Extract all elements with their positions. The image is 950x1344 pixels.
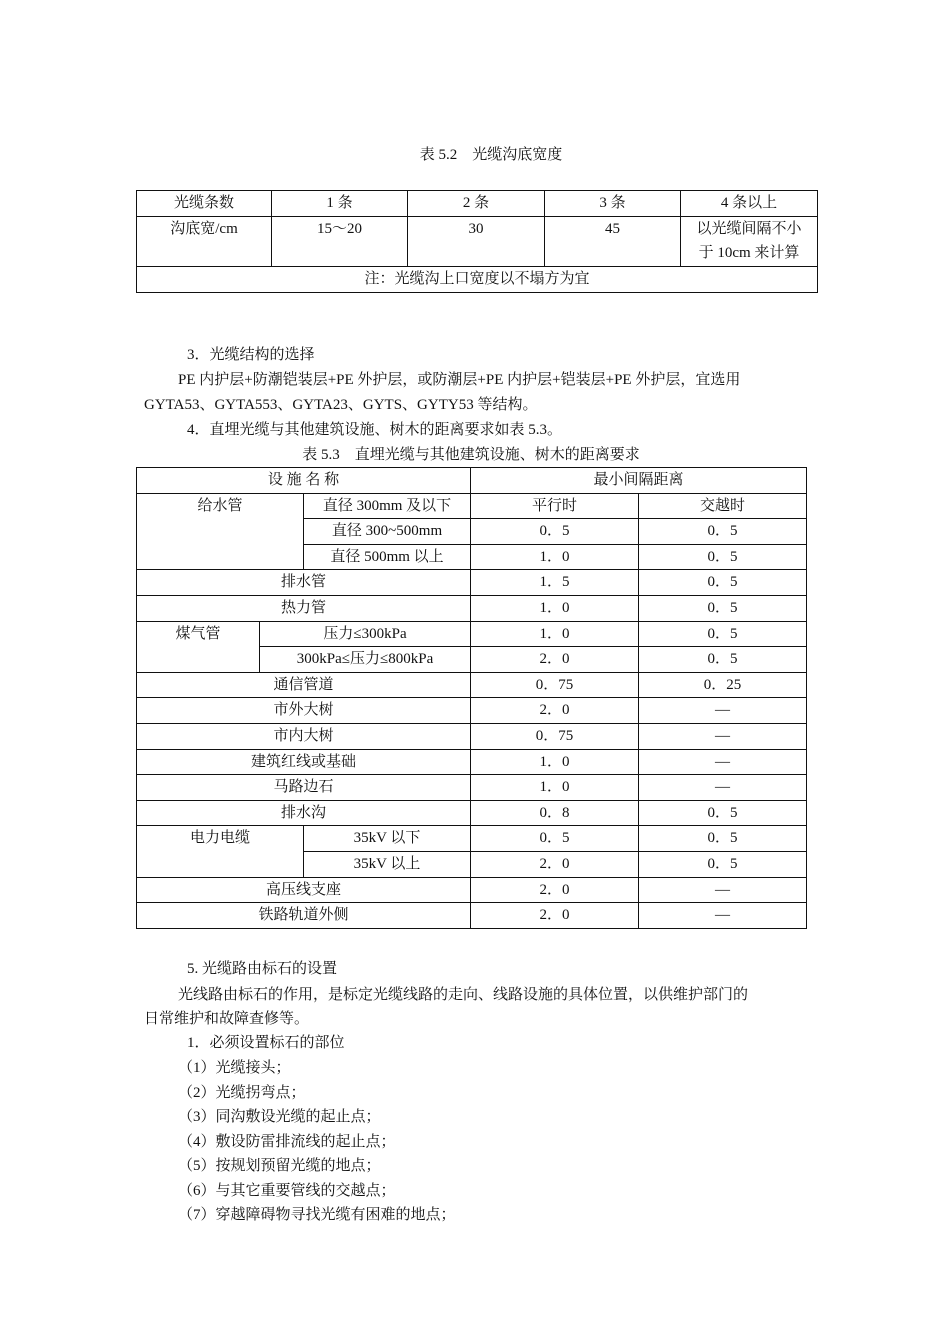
row-label: 高压线支座 bbox=[137, 877, 471, 903]
value-parallel: 0．8 bbox=[471, 800, 639, 826]
sub-label: 直径 300mm 及以下 bbox=[304, 493, 471, 519]
table-5-2-note-row bbox=[137, 267, 818, 293]
table-cell-multiline bbox=[681, 217, 818, 267]
value-parallel: 2．0 bbox=[471, 698, 639, 724]
value-cross: — bbox=[639, 775, 807, 801]
list-item: （7）穿越障碍物寻找光缆有困难的地点； bbox=[178, 1207, 456, 1223]
value-parallel: 2．0 bbox=[471, 903, 639, 929]
table-row bbox=[137, 903, 807, 929]
sub-label: 直径 300~500mm bbox=[304, 519, 471, 545]
table-cell: 30 bbox=[408, 217, 545, 267]
table-5-2-data-row bbox=[137, 217, 818, 267]
sub-label: 300kPa≤压力≤800kPa bbox=[260, 647, 471, 673]
value-parallel: 1．0 bbox=[471, 595, 639, 621]
table-cell: 3 条 bbox=[545, 191, 681, 217]
value-cross: — bbox=[639, 749, 807, 775]
value-cross: — bbox=[639, 877, 807, 903]
value-parallel: 1．0 bbox=[471, 775, 639, 801]
paragraph-line: 光线路由标石的作用，是标定光缆线路的走向、线路设施的具体位置，以供维护部门的 bbox=[178, 987, 749, 1003]
value-cross: 0．5 bbox=[639, 647, 807, 673]
list-item: （1）光缆接头； bbox=[178, 1060, 291, 1076]
item-4-text: 4．直埋光缆与其他建筑设施、树木的距离要求如表 5.3。 bbox=[187, 422, 563, 438]
cell-line: 于 10cm 来计算 bbox=[698, 245, 800, 261]
list-item: （6）与其它重要管线的交越点； bbox=[178, 1183, 396, 1199]
table-cell: 4 条以上 bbox=[681, 191, 818, 217]
row-label: 排水沟 bbox=[137, 800, 471, 826]
row-label: 电力电缆 bbox=[137, 826, 304, 877]
value-parallel: 1．0 bbox=[471, 621, 639, 647]
value-parallel: 2．0 bbox=[471, 851, 639, 877]
table-row bbox=[137, 877, 807, 903]
table-row bbox=[137, 723, 807, 749]
value-parallel: 0．5 bbox=[471, 519, 639, 545]
table-cell: 15～20 bbox=[272, 217, 408, 267]
table-cell: 光缆条数 bbox=[137, 191, 272, 217]
table-row bbox=[137, 698, 807, 724]
paragraph-line: GYTA53、GYTA553、GYTA23、GYTS、GYTY53 等结构。 bbox=[144, 397, 538, 413]
sub-label: 压力≤300kPa bbox=[260, 621, 471, 647]
paragraph-line: PE 内护层+防潮铠装层+PE 外护层，或防潮层+PE 内护层+铠装层+PE 外护层，宜选用 bbox=[178, 372, 741, 388]
list-item: （5）按规划预留光缆的地点； bbox=[178, 1158, 381, 1174]
subsection-title: 1．必须设置标石的部位 bbox=[187, 1035, 345, 1051]
value-parallel: 0．5 bbox=[471, 826, 639, 852]
sub-label: 直径 500mm 以上 bbox=[304, 544, 471, 570]
table-row bbox=[137, 493, 807, 519]
value-parallel: 1．5 bbox=[471, 570, 639, 596]
sub-label: 35kV 以上 bbox=[304, 851, 471, 877]
value-cross: 0．5 bbox=[639, 595, 807, 621]
row-label: 煤气管 bbox=[137, 621, 260, 672]
value-cross: 0．5 bbox=[639, 519, 807, 545]
list-item: （4）敷设防雷排流线的起止点； bbox=[178, 1134, 396, 1150]
table-5-3 bbox=[136, 467, 807, 929]
sub-label: 35kV 以下 bbox=[304, 826, 471, 852]
table-cell: 2 条 bbox=[408, 191, 545, 217]
row-label: 排水管 bbox=[137, 570, 471, 596]
table-cell: 沟底宽/cm bbox=[137, 217, 272, 267]
section-5-title: 5. 光缆路由标石的设置 bbox=[187, 961, 338, 977]
table-row bbox=[137, 595, 807, 621]
table-5-3-caption: 表 5.3 直埋光缆与其他建筑设施、树木的距离要求 bbox=[302, 447, 640, 463]
row-label: 建筑红线或基础 bbox=[137, 749, 471, 775]
section-3-title: 3．光缆结构的选择 bbox=[187, 347, 315, 363]
value-cross: — bbox=[639, 698, 807, 724]
table-cell: 1 条 bbox=[272, 191, 408, 217]
row-label: 通信管道 bbox=[137, 672, 471, 698]
row-label: 马路边石 bbox=[137, 775, 471, 801]
value-cross: 0．25 bbox=[639, 672, 807, 698]
table-row bbox=[137, 570, 807, 596]
value-cross: — bbox=[639, 903, 807, 929]
value-cross: 0．5 bbox=[639, 851, 807, 877]
header-cross: 交越时 bbox=[639, 493, 807, 519]
value-parallel: 2．0 bbox=[471, 647, 639, 673]
value-parallel: 0．75 bbox=[471, 723, 639, 749]
value-parallel: 0．75 bbox=[471, 672, 639, 698]
value-cross: 0．5 bbox=[639, 570, 807, 596]
paragraph-line: 日常维护和故障查修等。 bbox=[144, 1011, 310, 1027]
header-parallel: 平行时 bbox=[471, 493, 639, 519]
cell-line: 以光缆间隔不小 bbox=[696, 221, 802, 237]
table-row bbox=[137, 672, 807, 698]
header-facility: 设 施 名 称 bbox=[137, 468, 471, 494]
row-label: 热力管 bbox=[137, 595, 471, 621]
row-label: 给水管 bbox=[137, 493, 304, 570]
value-parallel: 1．0 bbox=[471, 544, 639, 570]
value-cross: 0．5 bbox=[639, 544, 807, 570]
header-min-distance: 最小间隔距离 bbox=[471, 468, 807, 494]
row-label: 铁路轨道外侧 bbox=[137, 903, 471, 929]
table-row bbox=[137, 800, 807, 826]
table-row bbox=[137, 749, 807, 775]
value-cross: 0．5 bbox=[639, 800, 807, 826]
table-cell: 45 bbox=[545, 217, 681, 267]
table-5-2-header-row bbox=[137, 191, 818, 217]
table-note: 注：光缆沟上口宽度以不塌方为宜 bbox=[137, 267, 818, 293]
value-cross: — bbox=[639, 723, 807, 749]
value-parallel: 1．0 bbox=[471, 749, 639, 775]
table-row bbox=[137, 826, 807, 852]
table-row bbox=[137, 621, 807, 647]
table-5-2 bbox=[136, 190, 818, 293]
value-cross: 0．5 bbox=[639, 826, 807, 852]
table-row bbox=[137, 468, 807, 494]
value-parallel: 2．0 bbox=[471, 877, 639, 903]
table-row bbox=[137, 775, 807, 801]
row-label: 市内大树 bbox=[137, 723, 471, 749]
list-item: （2）光缆拐弯点； bbox=[178, 1085, 306, 1101]
row-label: 市外大树 bbox=[137, 698, 471, 724]
table-5-2-caption: 表 5.2 光缆沟底宽度 bbox=[419, 147, 563, 163]
value-cross: 0．5 bbox=[639, 621, 807, 647]
list-item: （3）同沟敷设光缆的起止点； bbox=[178, 1109, 381, 1125]
